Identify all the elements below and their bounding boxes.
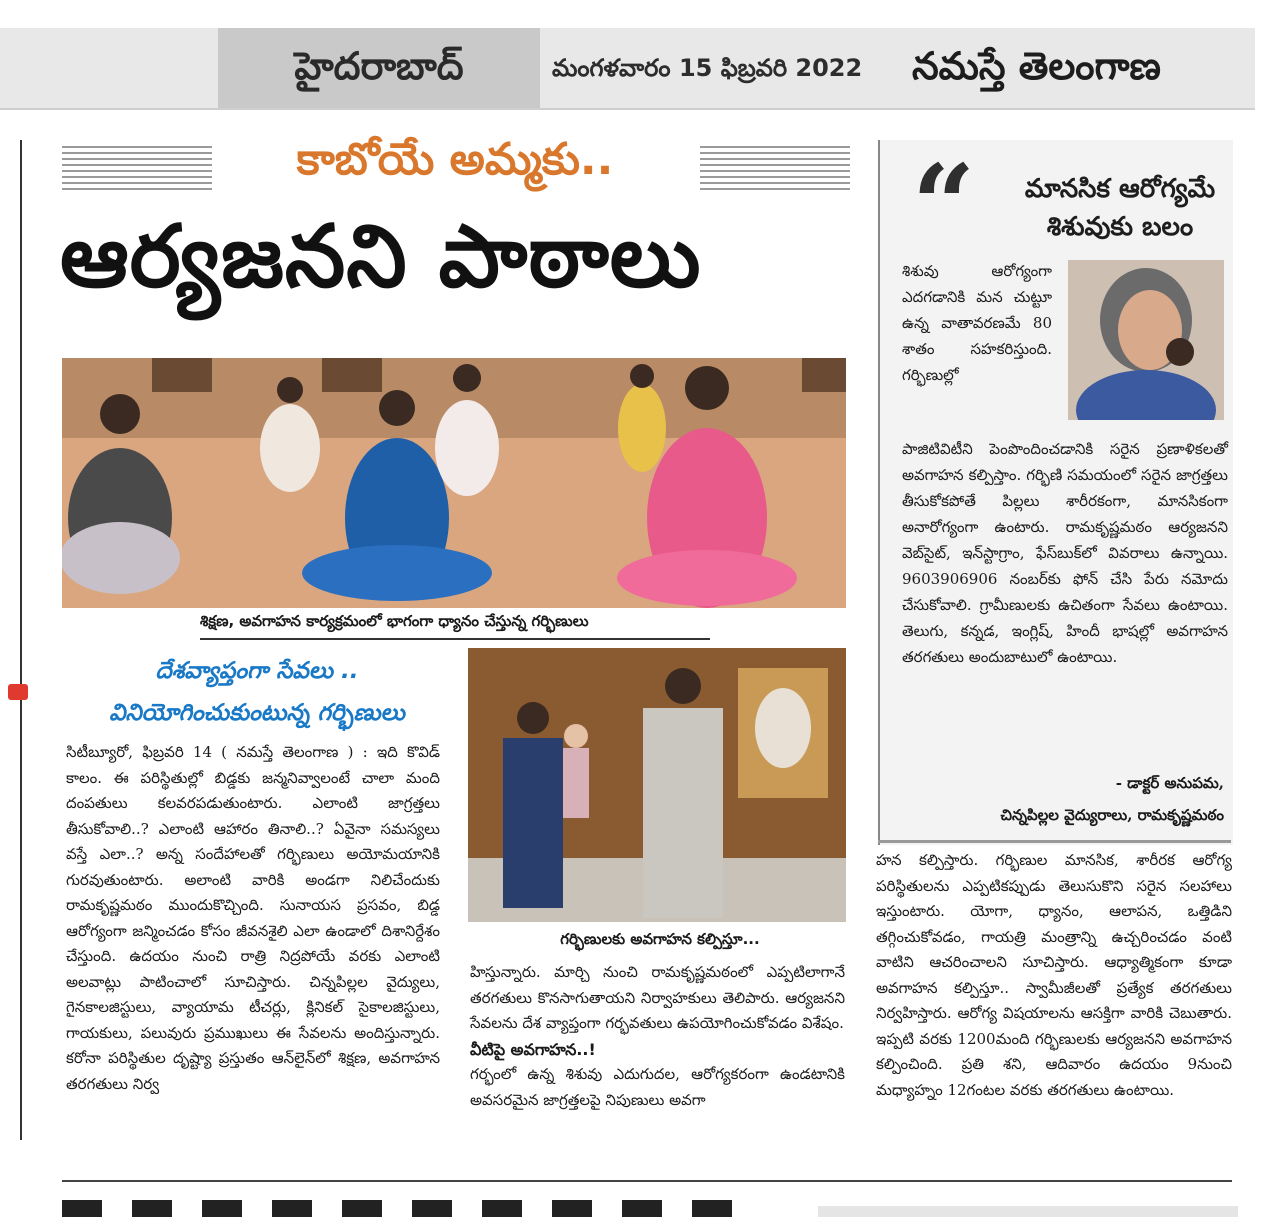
kicker-hatch-right xyxy=(700,146,850,190)
article-column-2 xyxy=(470,960,845,1113)
meditation-photo xyxy=(62,358,846,608)
speaker-photo xyxy=(468,648,846,922)
left-column-rule xyxy=(20,140,22,1140)
city-label-box xyxy=(218,28,540,108)
photo-caption-meditation: శిక్షణ, అవగాహన కార్యక్రమంలో భాగంగా ధ్యానం చేస్తున్న గర్భిణులు xyxy=(200,612,710,640)
article-column-2-text: హిస్తున్నారు. మార్చి నుంచి రామకృష్ణమఠంలో ఎప్పటిలాగానే తరగతులు కొనసాగుతాయని నిర్వాహకులు తెలిపారు. ఆర్యజనని సేవలను దేశ వ్యాప్తంగా గర్భవతులు ఉపయోగించుకోవడం విశేషం. xyxy=(470,963,845,1032)
subheading-line1: దేశవ్యాప్తంగా సేవలు .. xyxy=(155,658,359,684)
headline-kicker: కాబోయే అమ్మకు.. xyxy=(296,134,614,185)
next-headline-cropped xyxy=(62,1200,742,1217)
sidebar-bottom-rule xyxy=(878,840,1231,843)
article-column-1: సిటీబ్యూరో, ఫిబ్రవరి 14 ( నమస్తే తెలంగాణ ) : ఇది కొవిడ్ కాలం. ఈ పరిస్థితుల్లో బిడ్డకు జన్మనివ్వాలంటే చాలా మంది దంపతులు కలవరపడుతుంటారు. ఎలాంటి జాగ్రత్తలు తీసుకోవాలి..? ఎలాంటి ఆహారం తినాలి..? ఏవైనా సమస్యలు వస్తే ఎలా..? అన్న సందేహాలతో గర్భిణులు అయోమయానికి గురవుతుంటారు. అలాంటి వారికి అండగా నిలిచేందుకు రామకృష్ణమఠం ముందుకొచ్చింది. సునాయస ప్రసవం, బిడ్డ ఆరోగ్యంగా జన్మించడం కోసం జీవనశైలి ఎలా ఉండాలో దిశానిర్దేశం చేస్తుంది. ఉదయం నుంచి రాత్రి నిద్రపోయే వరకు ఎలాంటి అలవాట్లు పాటించాలో సూచిస్తారు. చిన్నపిల్లల వైద్యులు, గైనకాలజిస్టులు, వ్యాయామ టీచర్లు, క్లినికల్ సైకాలజిస్టులు, గాయకులు, పలువురు ప్రముఖులు ఈ సేవలను అందిస్తున్నారు. కరోనా పరిస్థితుల దృష్ట్యా ప్రస్తుతం ఆన్‌లైన్‌లో శిక్షణ, అవగాహన తరగతులు నిర్వ xyxy=(66,743,440,1093)
issue-date: మంగళవారం 15 ఫిబ్రవరి 2022 xyxy=(552,54,863,82)
page-marker xyxy=(8,684,28,700)
article-column-3: హన కల్పిస్తారు. గర్భిణుల మానసిక, శారీరక ఆరోగ్య పరిస్థితులను ఎప్పటికప్పుడు తెలుసుకొని సరైన సలహాలు ఇస్తుంటారు. యోగా, ధ్యానం, ఆలాపన, ఒత్తిడిని తగ్గించుకోవడం, గాయత్రి మంత్రాన్ని ఉచ్చరించడం వంటి వాటిని ఆచరించాలని సూచిస్తారు. ఆధ్యాత్మికంగా కూడా అవగాహన కల్పిస్తూ.. స్వామీజీలతో ప్రత్యేక తరగతులు నిర్వహిస్తారు. ఆరోగ్య విషయాలను ఆసక్తిగా వారికి చెబుతారు. ఇప్పటి వరకు 1200మంది గర్భిణులకు ఆర్యజనని అవగాహన కల్పించింది. ప్రతి శని, ఆదివారం ఉదయం 9నుంచి మధ్యాహ్నం 12గంటల వరకు తరగతులు ఉంటాయి. xyxy=(876,851,1232,1099)
quote-mark-icon: “ xyxy=(912,140,976,269)
doctor-portrait-photo xyxy=(1068,260,1224,420)
next-box-cropped xyxy=(818,1206,1238,1217)
sidebar-heading-line1: మానసిక ఆరోగ్యమే xyxy=(1024,174,1216,204)
sidebar-text-wide: పాజిటివిటీని పెంపొందించడానికి సరైన ప్రణాళికలతో అవగాహన కల్పిస్తాం. గర్భిణి సమయంలో సరైన జాగ్రత్తలు తీసుకోకపోతే పిల్లలు శారీరకంగా, మానసికంగా అనారోగ్యంగా ఉంటారు. రామకృష్ణమఠం ఆర్యజనని వెబ్‌సైట్, ఇన్‌స్టాగ్రాం, ఫేస్‌బుక్‌లో వివరాలు ఉన్నాయి. 9603906906 నంబర్‌కు ఫోన్ చేసి పేరు నమోదు చేసుకోవాలి. గ్రామీణులకు ఉచితంగా సేవలు ఉంటాయి. తెలుగు, కన్నడ, ఇంగ్లిష్, హిందీ భాషల్లో అవగాహన తరగతులు అందుబాటులో ఉంటాయి. xyxy=(902,440,1228,666)
sidebar-signature-title: చిన్నపిల్లల వైద్యురాలు, రామకృష్ణమఠం xyxy=(1000,806,1224,824)
article-column-2-subheading: వీటిపై అవగాహన..! xyxy=(470,1039,596,1059)
sidebar-signature-name: - డాక్టర్ అనుపమ, xyxy=(1115,774,1224,792)
subheading-line2: వినియోగించుకుంటున్న గర్భిణులు xyxy=(109,700,405,726)
newspaper-header xyxy=(0,28,1255,110)
photo-caption-speaker: గర్భిణులకు అవగాహన కల్పిస్తూ... xyxy=(530,930,790,952)
kicker-hatch-left xyxy=(62,146,212,190)
city-label: హైదరాబాద్ xyxy=(294,44,464,88)
headline: ఆర్యజనని పాఠాలు xyxy=(60,207,702,307)
sidebar-heading-line2: శిశువుకు బలం xyxy=(1046,212,1194,242)
bottom-rule xyxy=(62,1180,1232,1182)
newspaper-name: నమస్తే తెలంగాణ xyxy=(912,44,1161,88)
sidebar-text-narrow: శిశువు ఆరోగ్యంగా ఎదగడానికి మన చుట్టూ ఉన్న వాతావరణమే 80 శాతం సహకరిస్తుంది. గర్భిణుల్లో xyxy=(902,262,1052,384)
article-column-2-text-b: గర్భంలో ఉన్న శిశువు ఎదుగుదల, ఆరోగ్యకరంగా ఉండటానికి అవసరమైన జాగ్రత్తలపై నిపుణులు అవగా xyxy=(470,1065,845,1109)
